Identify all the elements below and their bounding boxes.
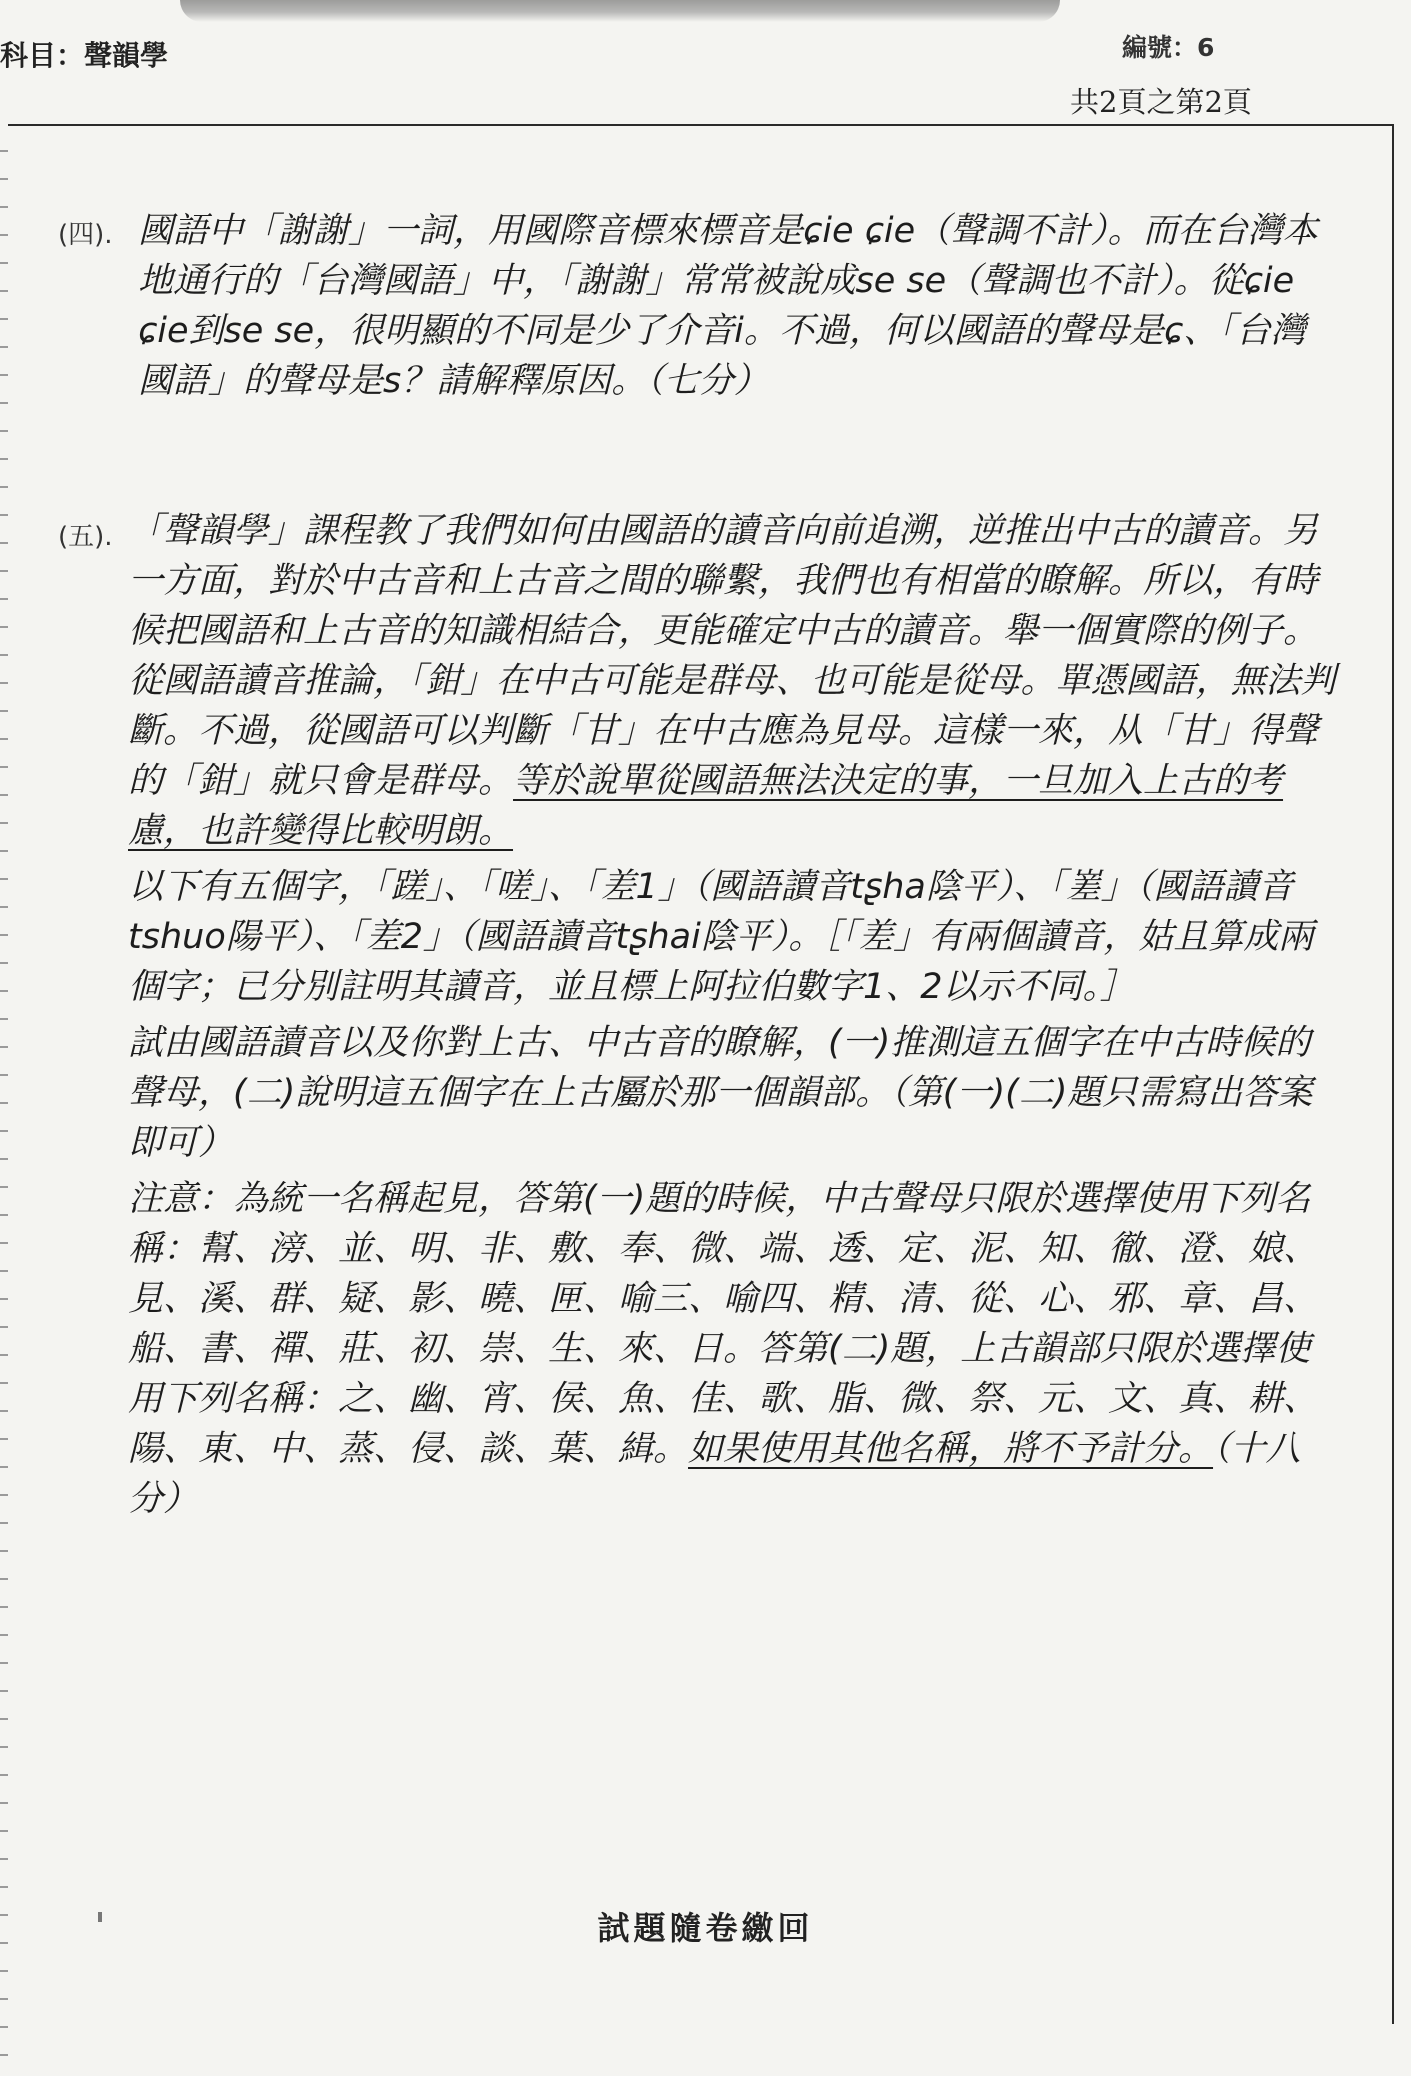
question-4 (58, 206, 1338, 406)
footer-note: 試題隨卷繳回 (597, 1909, 814, 1947)
question-5 (58, 506, 1338, 1524)
question-5-note (128, 1174, 1338, 1524)
subject-label: 科目：聲韻學 (0, 39, 169, 72)
margin-ruler (0, 124, 8, 2074)
question-5-intro-underlined: 等於說單從國語無法決定的事，一旦加入上古的考慮，也許變得比較明朗。 (128, 761, 1284, 851)
page-indicator: 共2頁之第2頁 (1070, 85, 1252, 119)
scan-smudge (180, 0, 1060, 22)
question-5-characters: 以下有五個字，「蹉」、「嗟」、「差1」（國語讀音tʂha陰平）、「嵳」（國語讀音tshuo陽平）、「差2」（國語讀音tʂhai陰平）。［「差」有兩個讀音，姑且算成兩個字；已分別註明其讀音，並且標上阿拉伯數字1、2以示不同。］ (128, 867, 1314, 1007)
question-5-score: （十八分） (128, 1429, 1301, 1519)
question-4-number: (四). (58, 220, 113, 250)
question-4-text: 國語中「謝謝」一詞，用國際音標來標音是ɕie ɕie（聲調不計）。而在台灣本地通行的「台灣國語」中，「謝謝」常常被說成se se（聲調也不計）。從ɕie ɕie到se se，很明顯的不同是少了介音i。不過，何以國語的聲母是ɕ、「台灣國語」的聲母是s？請解釋原因。（七分） (138, 211, 1318, 401)
question-content (58, 206, 1338, 1530)
question-5-note-text: 注意：為統一名稱起見，答第(一)題的時候，中古聲母只限於選擇使用下列名稱：幫、滂、並、明、非、敷、奉、微、端、透、定、泥、知、徹、澄、娘、見、溪、群、疑、影、曉、匣、喻三、喻四、精、清、從、心、邪、章、昌、船、書、禪、莊、初、崇、生、來、日。答第(二)題，上古韻部只限於選擇使用下列名稱：之、幽、宵、侯、魚、佳、歌、脂、微、祭、元、文、真、耕、陽、東、中、蒸、侵、談、葉、緝。 (128, 1179, 1319, 1469)
exam-number: 編號：6 (1122, 33, 1215, 62)
question-5-task: 試由國語讀音以及你對上古、中古音的瞭解，(一)推測這五個字在中古時候的聲母，(二)說明這五個字在上古屬於那一個韻部。（第(一)(二)題只需寫出答案即可） (128, 1023, 1313, 1163)
question-5-number: (五). (58, 522, 113, 552)
question-5-note-underlined: 如果使用其他名稱，將不予計分。 (688, 1429, 1214, 1469)
question-5-intro-text: 「聲韻學」課程教了我們如何由國語的讀音向前追溯，逆推出中古的讀音。另一方面，對於中古音和上古音之間的聯繫，我們也有相當的瞭解。所以，有時候把國語和上古音的知識相結合，更能確定中古的讀音。舉一個實際的例子。從國語讀音推論，「鉗」在中古可能是群母、也可能是從母。單憑國語，無法判斷。不過，從國語可以判斷「甘」在中古應為見母。這樣一來，从「甘」得聲的「鉗」就只會是群母。 (128, 511, 1336, 801)
question-5-intro (128, 506, 1338, 856)
